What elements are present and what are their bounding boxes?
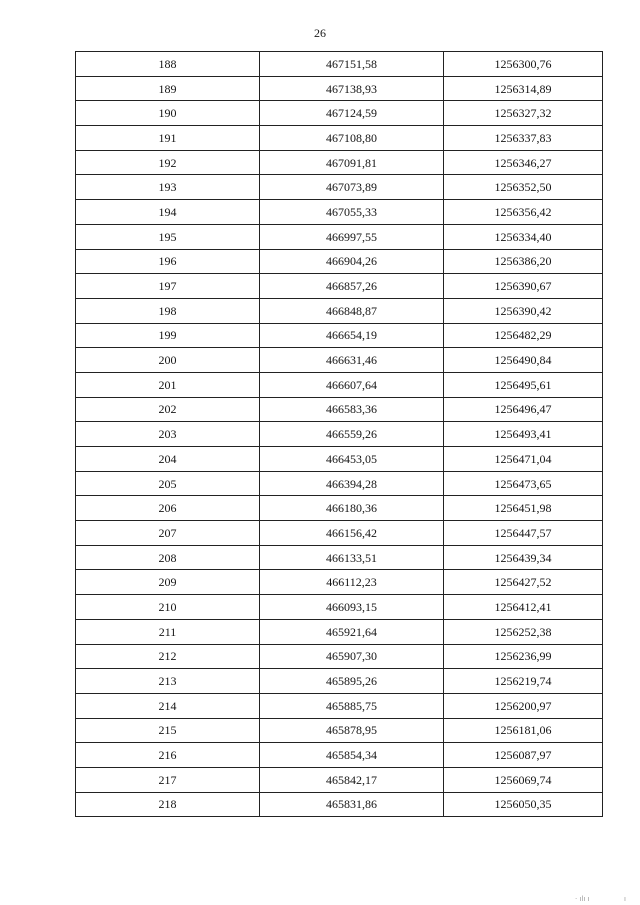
x-coordinate-cell: 467055,33	[260, 200, 444, 225]
point-number-cell: 203	[76, 422, 260, 447]
x-coordinate-cell: 466093,15	[260, 595, 444, 620]
page-number: 26	[314, 26, 326, 40]
table-row	[76, 521, 603, 546]
y-coordinate-cell: 1256337,83	[444, 126, 603, 151]
point-number-cell: 188	[76, 52, 260, 77]
y-coordinate-cell: 1256327,32	[444, 101, 603, 126]
point-number-cell: 214	[76, 693, 260, 718]
point-number-cell: 191	[76, 126, 260, 151]
y-coordinate-cell: 1256412,41	[444, 595, 603, 620]
y-coordinate-cell: 1256473,65	[444, 471, 603, 496]
y-coordinate-cell: 1256496,47	[444, 397, 603, 422]
point-number-cell: 198	[76, 298, 260, 323]
table-row	[76, 644, 603, 669]
point-number-cell: 201	[76, 372, 260, 397]
point-number-cell: 196	[76, 249, 260, 274]
x-coordinate-cell: 466156,42	[260, 521, 444, 546]
x-coordinate-cell: 467091,81	[260, 150, 444, 175]
x-coordinate-cell: 466848,87	[260, 298, 444, 323]
y-coordinate-cell: 1256069,74	[444, 767, 603, 792]
x-coordinate-cell: 465842,17	[260, 767, 444, 792]
table-row	[76, 767, 603, 792]
x-coordinate-cell: 465895,26	[260, 669, 444, 694]
scan-marks: · ılı ı	[575, 895, 590, 903]
point-number-cell: 189	[76, 76, 260, 101]
y-coordinate-cell: 1256356,42	[444, 200, 603, 225]
point-number-cell: 205	[76, 471, 260, 496]
table-row	[76, 200, 603, 225]
x-coordinate-cell: 466394,28	[260, 471, 444, 496]
y-coordinate-cell: 1256200,97	[444, 693, 603, 718]
x-coordinate-cell: 467124,59	[260, 101, 444, 126]
x-coordinate-cell: 467073,89	[260, 175, 444, 200]
x-coordinate-cell: 467138,93	[260, 76, 444, 101]
x-coordinate-cell: 465831,86	[260, 792, 444, 817]
point-number-cell: 217	[76, 767, 260, 792]
table-row	[76, 570, 603, 595]
y-coordinate-cell: 1256346,27	[444, 150, 603, 175]
x-coordinate-cell: 466133,51	[260, 545, 444, 570]
x-coordinate-cell: 466180,36	[260, 496, 444, 521]
y-coordinate-cell: 1256236,99	[444, 644, 603, 669]
point-number-cell: 194	[76, 200, 260, 225]
x-coordinate-cell: 466112,23	[260, 570, 444, 595]
point-number-cell: 212	[76, 644, 260, 669]
x-coordinate-cell: 466997,55	[260, 224, 444, 249]
y-coordinate-cell: 1256427,52	[444, 570, 603, 595]
x-coordinate-cell: 466904,26	[260, 249, 444, 274]
table-row	[76, 101, 603, 126]
y-coordinate-cell: 1256390,42	[444, 298, 603, 323]
point-number-cell: 208	[76, 545, 260, 570]
scan-mark-right: ı	[624, 895, 626, 903]
x-coordinate-cell: 466583,36	[260, 397, 444, 422]
x-coordinate-cell: 466654,19	[260, 323, 444, 348]
y-coordinate-cell: 1256451,98	[444, 496, 603, 521]
coordinates-table-body	[76, 52, 603, 817]
y-coordinate-cell: 1256314,89	[444, 76, 603, 101]
y-coordinate-cell: 1256386,20	[444, 249, 603, 274]
table-row	[76, 496, 603, 521]
point-number-cell: 193	[76, 175, 260, 200]
table-row	[76, 150, 603, 175]
y-coordinate-cell: 1256447,57	[444, 521, 603, 546]
y-coordinate-cell: 1256390,67	[444, 274, 603, 299]
y-coordinate-cell: 1256495,61	[444, 372, 603, 397]
table-row	[76, 298, 603, 323]
point-number-cell: 211	[76, 619, 260, 644]
y-coordinate-cell: 1256219,74	[444, 669, 603, 694]
x-coordinate-cell: 465854,34	[260, 743, 444, 768]
table-row	[76, 669, 603, 694]
y-coordinate-cell: 1256490,84	[444, 348, 603, 373]
x-coordinate-cell: 466607,64	[260, 372, 444, 397]
table-row	[76, 249, 603, 274]
y-coordinate-cell: 1256300,76	[444, 52, 603, 77]
x-coordinate-cell: 465885,75	[260, 693, 444, 718]
y-coordinate-cell: 1256439,34	[444, 545, 603, 570]
table-row	[76, 619, 603, 644]
point-number-cell: 215	[76, 718, 260, 743]
point-number-cell: 210	[76, 595, 260, 620]
table-row	[76, 274, 603, 299]
table-row	[76, 76, 603, 101]
table-row	[76, 52, 603, 77]
point-number-cell: 216	[76, 743, 260, 768]
point-number-cell: 190	[76, 101, 260, 126]
point-number-cell: 213	[76, 669, 260, 694]
table-row	[76, 693, 603, 718]
x-coordinate-cell: 466453,05	[260, 447, 444, 472]
point-number-cell: 200	[76, 348, 260, 373]
point-number-cell: 202	[76, 397, 260, 422]
x-coordinate-cell: 467108,80	[260, 126, 444, 151]
table-row	[76, 743, 603, 768]
point-number-cell: 209	[76, 570, 260, 595]
point-number-cell: 192	[76, 150, 260, 175]
table-row	[76, 595, 603, 620]
point-number-cell: 199	[76, 323, 260, 348]
x-coordinate-cell: 465921,64	[260, 619, 444, 644]
x-coordinate-cell: 465907,30	[260, 644, 444, 669]
y-coordinate-cell: 1256181,06	[444, 718, 603, 743]
y-coordinate-cell: 1256352,50	[444, 175, 603, 200]
point-number-cell: 204	[76, 447, 260, 472]
point-number-cell: 206	[76, 496, 260, 521]
x-coordinate-cell: 467151,58	[260, 52, 444, 77]
point-number-cell: 197	[76, 274, 260, 299]
x-coordinate-cell: 466631,46	[260, 348, 444, 373]
y-coordinate-cell: 1256482,29	[444, 323, 603, 348]
table-row	[76, 372, 603, 397]
table-row	[76, 447, 603, 472]
y-coordinate-cell: 1256087,97	[444, 743, 603, 768]
point-number-cell: 207	[76, 521, 260, 546]
table-row	[76, 126, 603, 151]
point-number-cell: 218	[76, 792, 260, 817]
table-row	[76, 323, 603, 348]
y-coordinate-cell: 1256471,04	[444, 447, 603, 472]
x-coordinate-cell: 465878,95	[260, 718, 444, 743]
table-row	[76, 471, 603, 496]
table-row	[76, 422, 603, 447]
coordinates-table	[75, 51, 603, 817]
y-coordinate-cell: 1256252,38	[444, 619, 603, 644]
point-number-cell: 195	[76, 224, 260, 249]
y-coordinate-cell: 1256334,40	[444, 224, 603, 249]
table-row	[76, 792, 603, 817]
table-row	[76, 397, 603, 422]
table-row	[76, 348, 603, 373]
table-row	[76, 718, 603, 743]
table-row	[76, 224, 603, 249]
x-coordinate-cell: 466857,26	[260, 274, 444, 299]
table-row	[76, 175, 603, 200]
y-coordinate-cell: 1256050,35	[444, 792, 603, 817]
x-coordinate-cell: 466559,26	[260, 422, 444, 447]
table-row	[76, 545, 603, 570]
y-coordinate-cell: 1256493,41	[444, 422, 603, 447]
